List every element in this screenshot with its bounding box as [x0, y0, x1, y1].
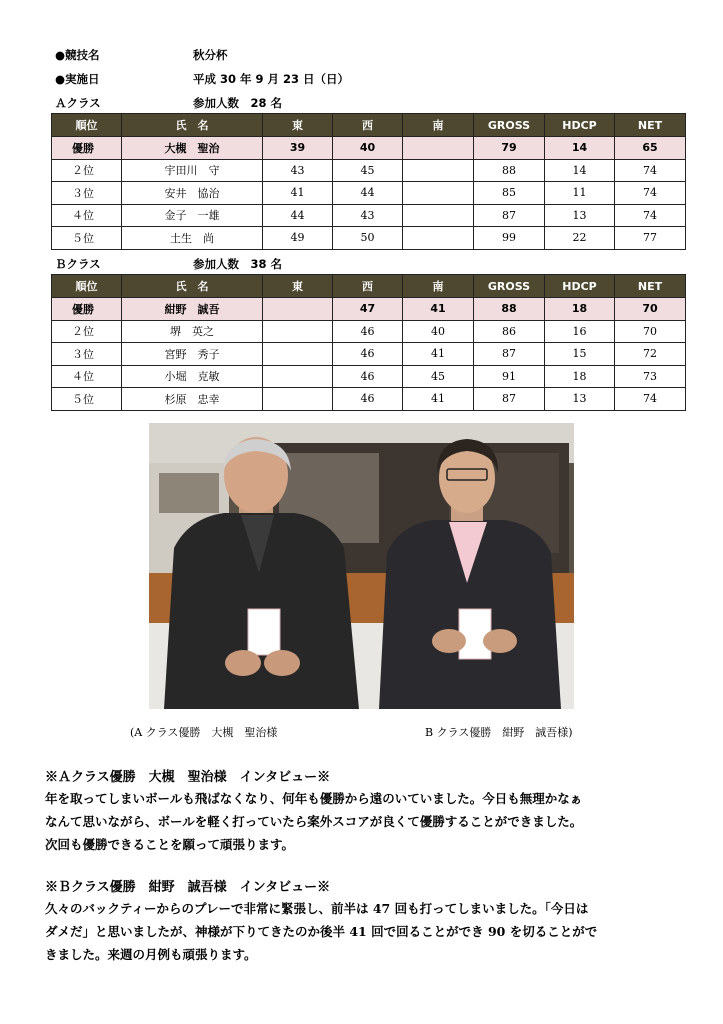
col-gross: GROSS [474, 114, 545, 137]
winners-photo [149, 423, 574, 709]
class-a-participants: 参加人数 28 名 [193, 96, 283, 110]
col-net: NET [615, 275, 686, 298]
table-header-row [52, 114, 686, 137]
photo-caption-right: B クラス優勝 紺野 誠吾様) [425, 726, 573, 739]
table-row: ２位 宇田川 守 43 45 88 14 74 [52, 159, 686, 182]
class-b-label: Ｂクラス [55, 257, 101, 271]
col-rank: 順位 [52, 275, 122, 298]
class-a-results-table [51, 113, 686, 250]
col-west: 西 [333, 114, 403, 137]
col-east: 東 [263, 275, 333, 298]
table-row: ４位 小堀 克敏 46 45 91 18 73 [52, 365, 686, 388]
event-name-label: ●競技名 [55, 48, 100, 62]
interview-b-line: きました。来週の月例も頑張ります。 [45, 947, 257, 962]
table-row: ５位 土生 尚 49 50 99 22 77 [52, 227, 686, 250]
event-name-value: 秋分杯 [193, 48, 228, 62]
table-row: ３位 宮野 秀子 46 41 87 15 72 [52, 343, 686, 366]
interview-b-line: 久々のバックティーからのプレーで非常に緊張し、前半は 47 回も打ってしまいました。「今日は [45, 901, 589, 916]
interview-a-title: ※Ａクラス優勝 大槻 聖治様 インタビュー※ [45, 770, 331, 785]
col-name: 氏 名 [122, 275, 263, 298]
interview-a-line: 年を取ってしまいボールも飛ばなくなり、何年も優勝から遠のいていました。今日も無理かなぁ [45, 791, 583, 806]
photo-caption-left: (A クラス優勝 大槻 聖治様 [130, 726, 278, 739]
interview-a-body [45, 787, 683, 856]
class-b-results-table [51, 274, 686, 411]
class-b-participants: 参加人数 38 名 [193, 257, 283, 271]
table-header-row [52, 275, 686, 298]
col-hdcp: HDCP [545, 275, 615, 298]
table-row: ２位 堺 英之 46 40 86 16 70 [52, 320, 686, 343]
table-row: ３位 安井 協治 41 44 85 11 74 [52, 182, 686, 205]
interview-b-line: ダメだ」と思いましたが、神様が下りてきたのか後半 41 回で回ることができ 90 を切ることがで [45, 924, 598, 939]
event-date-value: 平成 30 年 9 月 23 日（日） [193, 72, 350, 86]
event-date-label: ●実施日 [55, 72, 100, 86]
col-gross: GROSS [474, 275, 545, 298]
winners-photo-illustration [149, 423, 574, 709]
interview-a-line: 次回も優勝できることを願って頑張ります。 [45, 837, 295, 852]
col-south: 南 [403, 275, 474, 298]
table-row: 優勝 紺野 誠吾 47 41 88 18 70 [52, 298, 686, 321]
table-row: ５位 杉原 忠幸 46 41 87 13 74 [52, 388, 686, 411]
col-name: 氏 名 [122, 114, 263, 137]
table-row: ４位 金子 一雄 44 43 87 13 74 [52, 204, 686, 227]
interview-a-line: なんて思いながら、ボールを軽く打っていたら案外スコアが良くて優勝することができました。 [45, 814, 583, 829]
col-west: 西 [333, 275, 403, 298]
col-rank: 順位 [52, 114, 122, 137]
interview-b-body [45, 897, 683, 966]
class-a-label: Ａクラス [55, 96, 101, 110]
col-hdcp: HDCP [545, 114, 615, 137]
col-net: NET [615, 114, 686, 137]
table-row: 優勝 大槻 聖治 39 40 79 14 65 [52, 137, 686, 160]
col-south: 南 [403, 114, 474, 137]
interview-b-title: ※Ｂクラス優勝 紺野 誠吾様 インタビュー※ [45, 880, 331, 895]
col-east: 東 [263, 114, 333, 137]
